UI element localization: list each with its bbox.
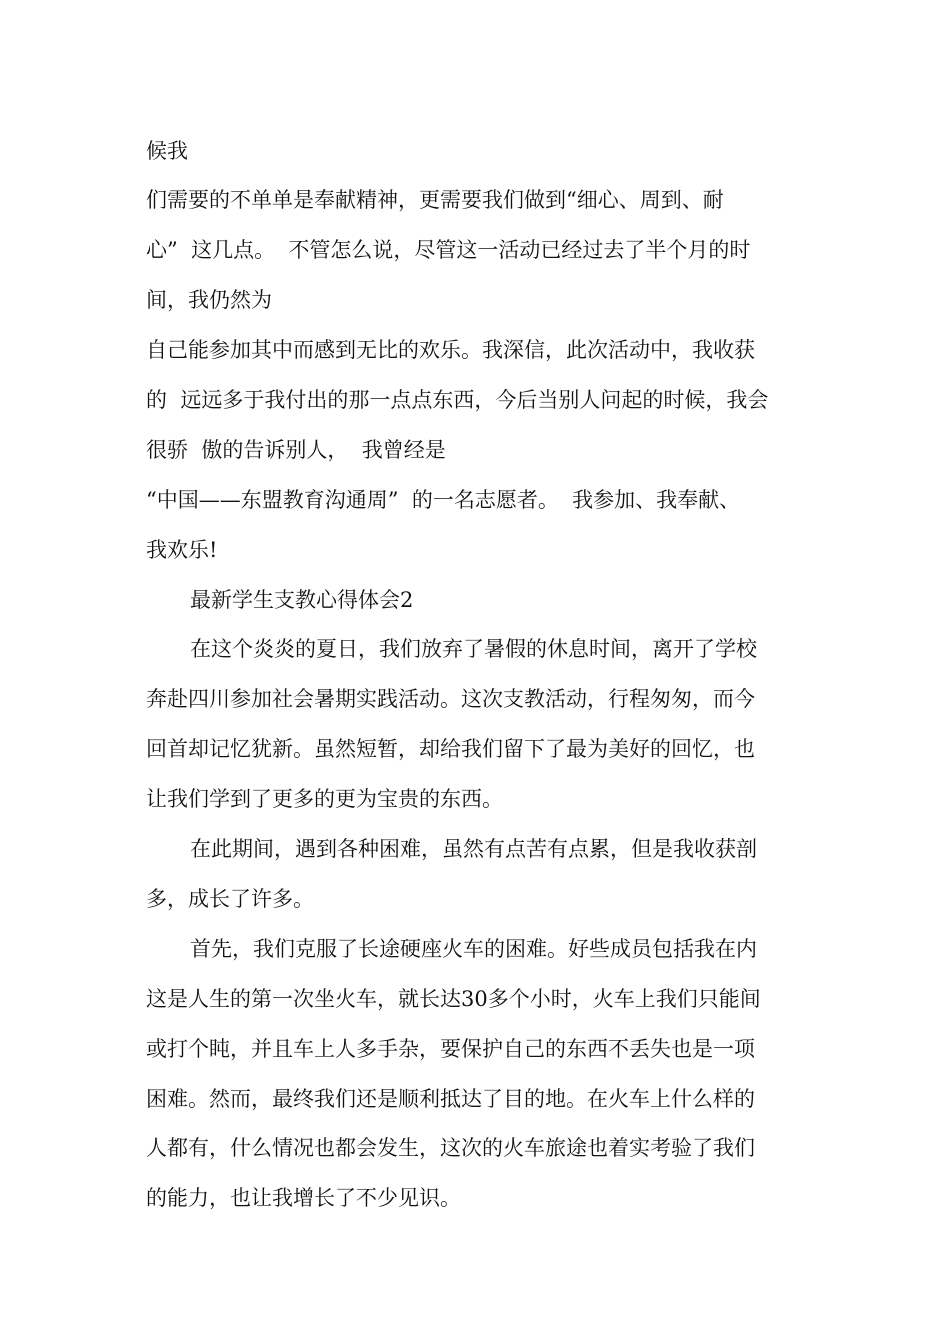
text-line: 让我们学到了更多的更为宝贵的东西。 bbox=[146, 787, 503, 811]
text-line: 人都有，什么情况也都会发生，这次的火车旅途也着实考验了我们 bbox=[146, 1136, 755, 1160]
text-line: 自己能参加其中而感到无比的欢乐。我深信，此次活动中，我收获 bbox=[146, 338, 755, 362]
text-line: 心” 这几点。 不管怎么说，尽管这一活动已经过去了半个月的时 bbox=[146, 238, 751, 262]
text-line: 我欢乐! bbox=[146, 538, 218, 562]
text-line: “中国——东盟教育沟通周” 的一名志愿者。 我参加、我奉献、 bbox=[146, 488, 741, 512]
text-line: 间，我仍然为 bbox=[146, 288, 272, 312]
text-line: 回首却记忆犹新。虽然短暂，却给我们留下了最为美好的回忆，也 bbox=[146, 737, 755, 761]
text-line: 的 远远多于我付出的那一点点东西，今后当别人问起的时候，我会 bbox=[146, 388, 769, 412]
paragraph-first-line: 首先，我们克服了长途硬座火车的困难。好些成员包括我在内 bbox=[190, 937, 757, 961]
text-line: 们需要的不单单是奉献精神，更需要我们做到“细心、周到、耐 bbox=[146, 188, 724, 212]
text-line: 多，成长了许多。 bbox=[146, 887, 314, 911]
section-heading: 最新学生支教心得体会2 bbox=[190, 588, 414, 612]
text-line: 候我 bbox=[146, 139, 188, 163]
text-line: 或打个盹，并且车上人多手杂，要保护自己的东西不丢失也是一项 bbox=[146, 1037, 755, 1061]
text-line: 的能力，也让我增长了不少见识。 bbox=[146, 1186, 461, 1210]
text-line: 困难。然而，最终我们还是顺利抵达了目的地。在火车上什么样的 bbox=[146, 1087, 755, 1111]
text-line: 很骄 傲的告诉别人， 我曾经是 bbox=[146, 438, 446, 462]
paragraph-first-line: 在此期间，遇到各种困难，虽然有点苦有点累，但是我收获剖 bbox=[190, 837, 757, 861]
text-line: 奔赴四川参加社会暑期实践活动。这次支教活动，行程匆匆，而今 bbox=[146, 687, 755, 711]
paragraph-first-line: 在这个炎炎的夏日，我们放弃了暑假的休息时间，离开了学校 bbox=[190, 637, 757, 661]
text-line: 这是人生的第一次坐火车，就长达30多个小时，火车上我们只能间 bbox=[146, 987, 761, 1011]
